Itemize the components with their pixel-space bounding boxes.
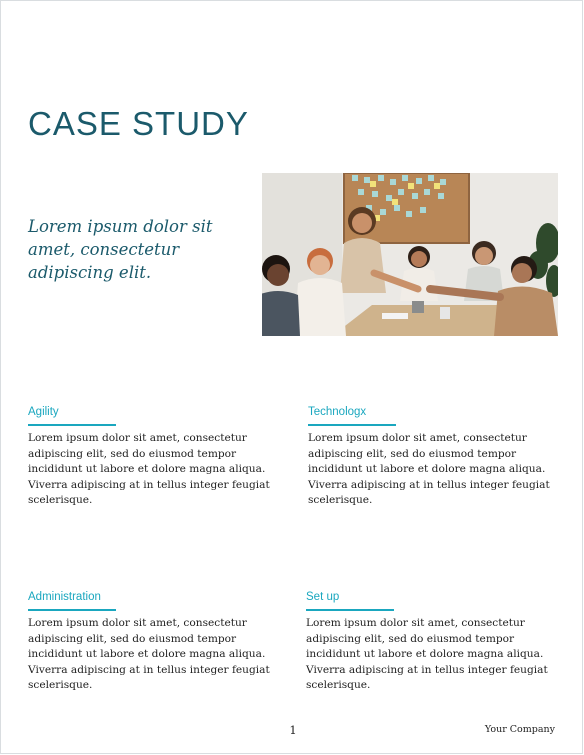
- section-agility: [28, 405, 278, 509]
- section-divider: [306, 609, 394, 611]
- team-meeting-photo: [262, 173, 558, 336]
- tagline: Lorem ipsum dolor sit amet, consectetur adipiscing elit.: [28, 217, 213, 282]
- section-heading: Set up: [306, 591, 340, 603]
- section-technology: [308, 405, 558, 509]
- section-body: Lorem ipsum dolor sit amet, consectetur adipiscing elit, sed do eiusmod tempor incididunt ut labore et dolore magna aliqua. Viverra adipiscing at in tellus integer feugiat scelerisque.: [308, 432, 550, 507]
- section-body: Lorem ipsum dolor sit amet, consectetur adipiscing elit, sed do eiusmod tempor incididunt ut labore et dolore magna aliqua. Viverra adipiscing at in tellus integer feugiat scelerisque.: [306, 617, 548, 692]
- section-divider: [308, 424, 396, 426]
- section-divider: [28, 609, 116, 611]
- company-name: Your Company: [484, 724, 555, 735]
- page-title: CASE STUDY: [28, 105, 249, 142]
- page-number: 1: [289, 723, 297, 737]
- section-body: Lorem ipsum dolor sit amet, consectetur adipiscing elit, sed do eiusmod tempor incididunt ut labore et dolore magna aliqua. Viverra adipiscing at in tellus integer feugiat scelerisque.: [28, 432, 270, 507]
- section-divider: [28, 424, 116, 426]
- section-setup: [306, 590, 556, 694]
- section-administration: [28, 590, 278, 694]
- section-body: Lorem ipsum dolor sit amet, consectetur adipiscing elit, sed do eiusmod tempor incididunt ut labore et dolore magna aliqua. Viverra adipiscing at in tellus integer feugiat scelerisque.: [28, 617, 270, 692]
- section-heading: Agility: [28, 406, 59, 418]
- section-heading: Technologx: [308, 406, 367, 418]
- section-heading: Administration: [28, 591, 101, 603]
